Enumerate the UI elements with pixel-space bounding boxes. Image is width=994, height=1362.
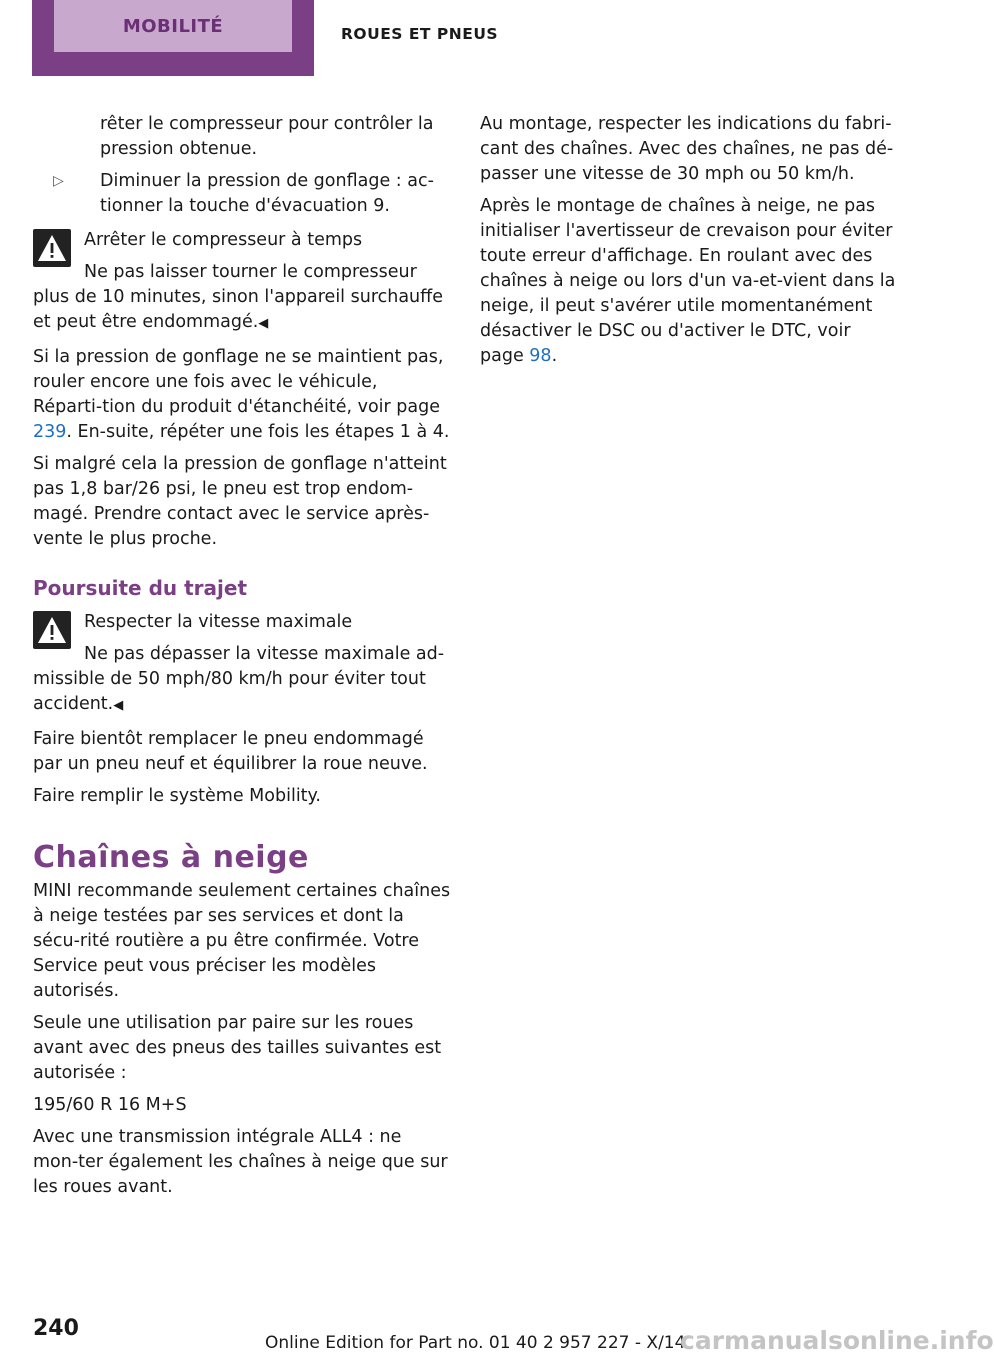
list-item: [33, 169, 451, 219]
chapter-heading: Chaînes à neige: [33, 840, 309, 875]
warning-box: [33, 228, 451, 336]
paragraph: [480, 194, 898, 369]
warning-triangle-icon: [33, 611, 71, 649]
step-continuation: rêter le compresseur pour contrôler la pression obtenue.: [100, 114, 434, 159]
page-number: 240: [33, 1316, 79, 1341]
paragraph-text: . En‐suite, répéter une fois les étapes 1 à 4.: [66, 422, 450, 442]
warning-box: [33, 610, 451, 718]
chapter-title: ROUES ET PNEUS: [341, 25, 499, 43]
section-heading: Poursuite du trajet: [33, 576, 248, 600]
left-column: [33, 112, 451, 1207]
list-item-text: Diminuer la pression de gonflage : ac‐tionner la touche d'évacuation 9.: [100, 171, 434, 216]
paragraph: [33, 345, 451, 445]
right-column: [480, 112, 898, 376]
paragraph-text: Après le montage de chaînes à neige, ne pas initialiser l'avertisseur de crevaison pour éviter toute erreur d'affichage. En roulant avec des chaînes à neige ou lors d'un va-et-vient dans la neige, il peut s'avérer utile momentanément désactiver le DSC ou d'activer le DTC, voir page: [480, 196, 896, 366]
section-tab: [32, 0, 314, 76]
warning-title: Arrêter le compresseur à temps: [84, 230, 363, 250]
warning-body-text: Ne pas laisser tourner le compresseur plus de 10 minutes, sinon l'appareil surchauffe et peut être endommagé.: [33, 262, 443, 332]
warning-triangle-icon: [33, 229, 71, 267]
paragraph-text: Si la pression de gonflage ne se maintient pas, rouler encore une fois avec le véhicule, Réparti‐tion du produit d'étanchéité, voir page: [33, 347, 444, 417]
edition-note: Online Edition for Part no. 01 40 2 957 227 - X/14: [265, 1333, 686, 1353]
page-link[interactable]: 239: [33, 422, 67, 442]
paragraph: Avec une transmission intégrale ALL4 : ne mon‐ter également les chaînes à neige que sur les roues avant.: [33, 1127, 448, 1197]
warning-body: [33, 260, 451, 336]
warning-body-text: Ne pas dépasser la vitesse maximale ad‐missible de 50 mph/80 km/h pour éviter tout accident.: [33, 644, 445, 714]
paragraph: Seule une utilisation par paire sur les roues avant avec des pneus des tailles suivantes est autorisée :: [33, 1013, 442, 1083]
warning-body: [33, 642, 451, 718]
paragraph: MINI recommande seulement certaines chaînes à neige testées par ses services et dont la sécu‐rité routière a pu être confirmée. Votre Service peut vous préciser les modèles autorisés.: [33, 881, 451, 1001]
paragraph: Si malgré cela la pression de gonflage n'atteint pas 1,8 bar/26 psi, le pneu est trop endom‐magé. Prendre contact avec le service après-vente le plus proche.: [33, 454, 447, 549]
paragraph: Faire bientôt remplacer le pneu endommagé par un pneu neuf et équilibrer la roue neuve.: [33, 729, 428, 774]
end-mark-icon: ◀: [113, 698, 124, 713]
paragraph: 195/60 R 16 M+S: [33, 1095, 187, 1115]
page-link[interactable]: 98: [529, 346, 552, 366]
paragraph-text: .: [551, 346, 558, 366]
watermark: carmanualsonline.info: [680, 1326, 994, 1355]
paragraph: Au montage, respecter les indications du fabri‐cant des chaînes. Avec des chaînes, ne pas dé‐passer une vitesse de 30 mph ou 50 km/h.: [480, 114, 894, 184]
paragraph: Faire remplir le système Mobility.: [33, 786, 321, 806]
bullet-arrow-icon: ▷: [53, 173, 64, 189]
warning-title: Respecter la vitesse maximale: [84, 612, 353, 632]
section-tab-label: MOBILITÉ: [54, 0, 292, 52]
end-mark-icon: ◀: [258, 316, 269, 331]
